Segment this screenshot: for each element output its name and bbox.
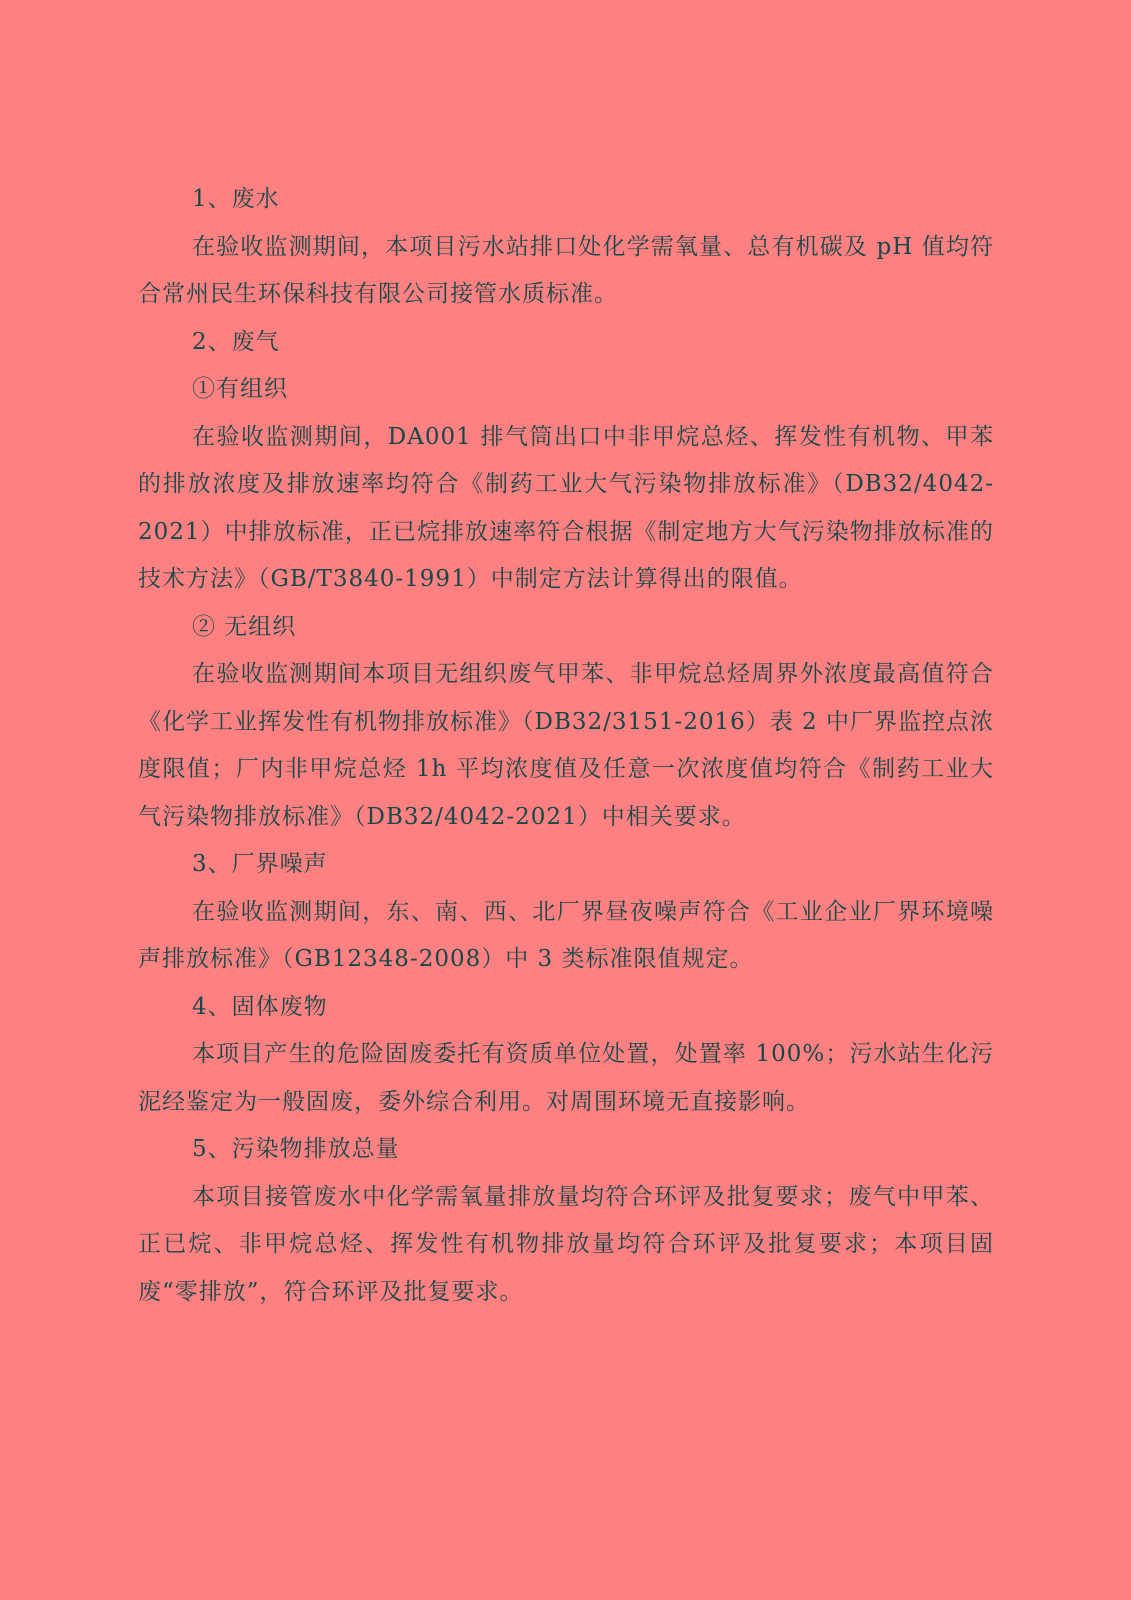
subsection-heading-unorganized: ② 无组织 (192, 613, 297, 640)
subsection-heading-organized: ①有组织 (192, 376, 288, 402)
paragraph-noise: 在验收监测期间，东、南、西、北厂界昼夜噪声符合《工业企业厂界环境噪声排放标准》（GB12348-2008）中 3 类标准限值规定。 (138, 898, 994, 972)
section-heading-noise: 3、厂界噪声 (192, 851, 328, 877)
paragraph-unorganized-emissions: 在验收监测期间本项目无组织废气甲苯、非甲烷总烃周界外浓度最高值符合《化学工业挥发性有机物排放标准》（DB32/3151-2016）表 2 中厂界监控点浓度限值；厂内非甲烷总烃 1h 平均浓度值及任意一次浓度值均符合《制药工业大气污染物排放标准》（DB32/4042-2021）中相关要求。 (138, 661, 994, 830)
section-heading-waste-gas: 2、废气 (192, 328, 280, 355)
paragraph-organized-emissions: 在验收监测期间，DA001 排气筒出口中非甲烷总烃、挥发性有机物、甲苯的排放浓度及排放速率均符合《制药工业大气污染物排放标准》（DB32/4042-2021）中排放标准，正已烷排放速率符合根据《制定地方大气污染物排放标准的技术方法》（GB/T3840-1991）中制定方法计算得出的限值。 (138, 423, 994, 592)
section-heading-wastewater: 1、废水 (192, 186, 280, 212)
paragraph-wastewater: 在验收监测期间，本项目污水站排口处化学需氧量、总有机碳及 pH 值均符合常州民生环保科技有限公司接管水质标准。 (138, 233, 994, 307)
section-heading-total-emissions: 5、污染物排放总量 (192, 1136, 400, 1162)
section-heading-solid-waste: 4、固体废物 (192, 993, 328, 1020)
paragraph-total-emissions: 本项目接管废水中化学需氧量排放量均符合环评及批复要求；废气中甲苯、正已烷、非甲烷总烃、挥发性有机物排放量均符合环评及批复要求；本项目固废“零排放”，符合环评及批复要求。 (138, 1183, 994, 1305)
document-page (138, 176, 994, 1316)
paragraph-solid-waste: 本项目产生的危险固废委托有资质单位处置，处置率 100%；污水站生化污泥经鉴定为一般固废，委外综合利用。对周围环境无直接影响。 (138, 1041, 994, 1115)
